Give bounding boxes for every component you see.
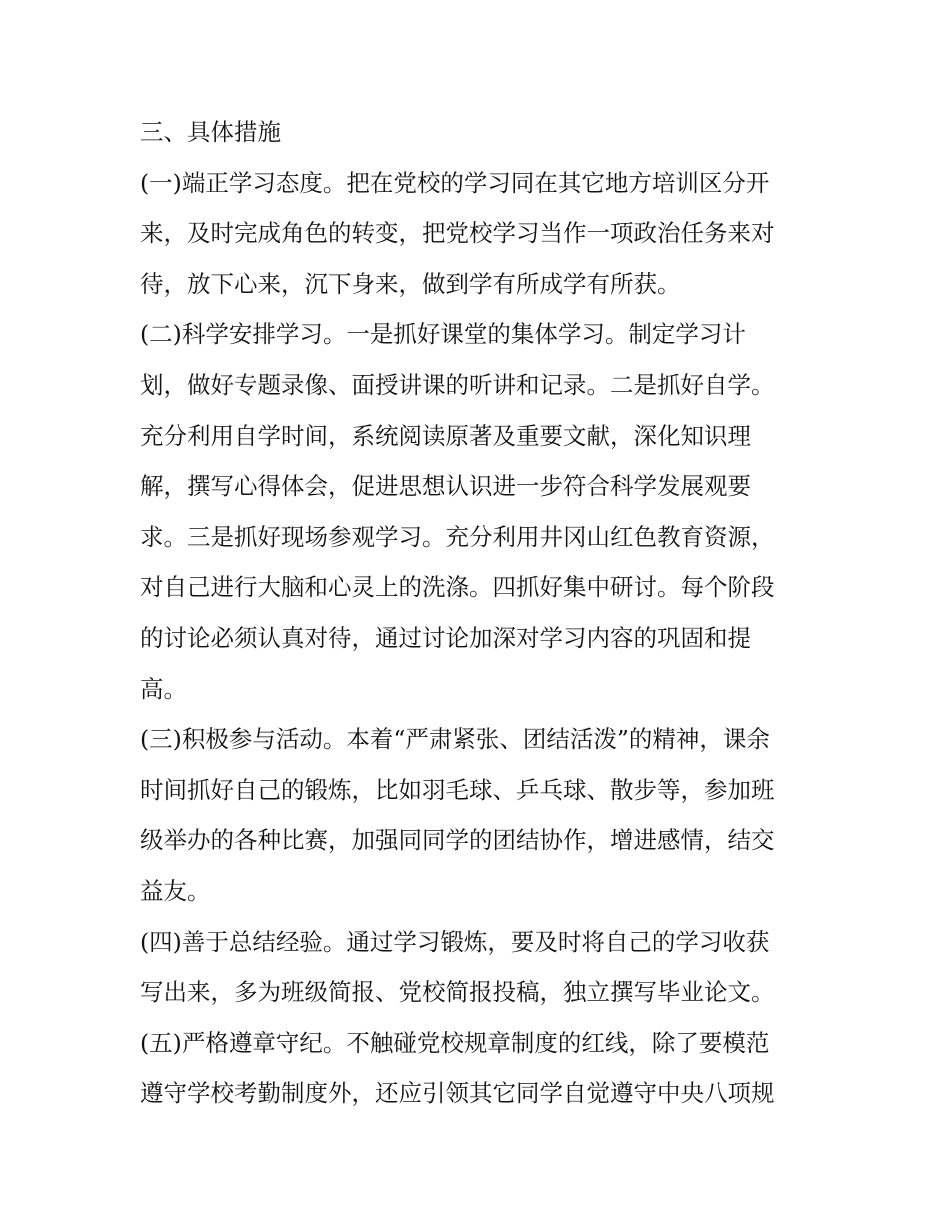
text-line: 来，及时完成角色的转变，把党校学习当作一项政治任务来对 — [140, 219, 775, 248]
section-heading: 三、具体措施 — [140, 118, 281, 146]
text-line: 益友。 — [140, 876, 211, 905]
text-line: 遵守学校考勤制度外，还应引领其它同学自觉遵守中央八项规 — [140, 1079, 775, 1108]
text-line: 解，撰写心得体会，促进思想认识进一步符合科学发展观要 — [140, 472, 751, 501]
text-line: 高。 — [140, 674, 187, 703]
text-line: 对自己进行大脑和心灵上的洗涤。四抓好集中研讨。每个阶段 — [140, 573, 775, 602]
text-line: 的讨论必须认真对待，通过讨论加深对学习内容的巩固和提 — [140, 623, 751, 652]
text-line: (四)善于总结经验。通过学习锻炼，要及时将自己的学习收获 — [140, 927, 770, 956]
document-body — [140, 107, 830, 1119]
text-line: (一)端正学习态度。把在党校的学习同在其它地方培训区分开 — [140, 168, 770, 197]
text-line: 级举办的各种比赛，加强同同学的团结协作，增进感情，结交 — [140, 826, 775, 855]
text-line: 充分利用自学时间，系统阅读原著及重要文献，深化知识理 — [140, 421, 751, 450]
text-line: (五)严格遵章守纪。不触碰党校规章制度的红线，除了要模范 — [140, 1028, 770, 1057]
text-line: 待，放下心来，沉下身来，做到学有所成学有所获。 — [140, 269, 681, 298]
text-line: (二)科学安排学习。一是抓好课堂的集体学习。制定学习计 — [140, 320, 746, 349]
text-line: 求。三是抓好现场参观学习。充分利用井冈山红色教育资源， — [140, 522, 775, 551]
text-line: 划，做好专题录像、面授讲课的听讲和记录。二是抓好自学。 — [140, 370, 775, 399]
text-line: 写出来，多为班级简报、党校简报投稿，独立撰写毕业论文。 — [140, 978, 775, 1007]
text-line: 时间抓好自己的锻炼，比如羽毛球、乒乓球、散步等，参加班 — [140, 775, 775, 804]
text-line: (三)积极参与活动。本着“严肃紧张、团结活泼”的精神，课余 — [140, 725, 770, 754]
